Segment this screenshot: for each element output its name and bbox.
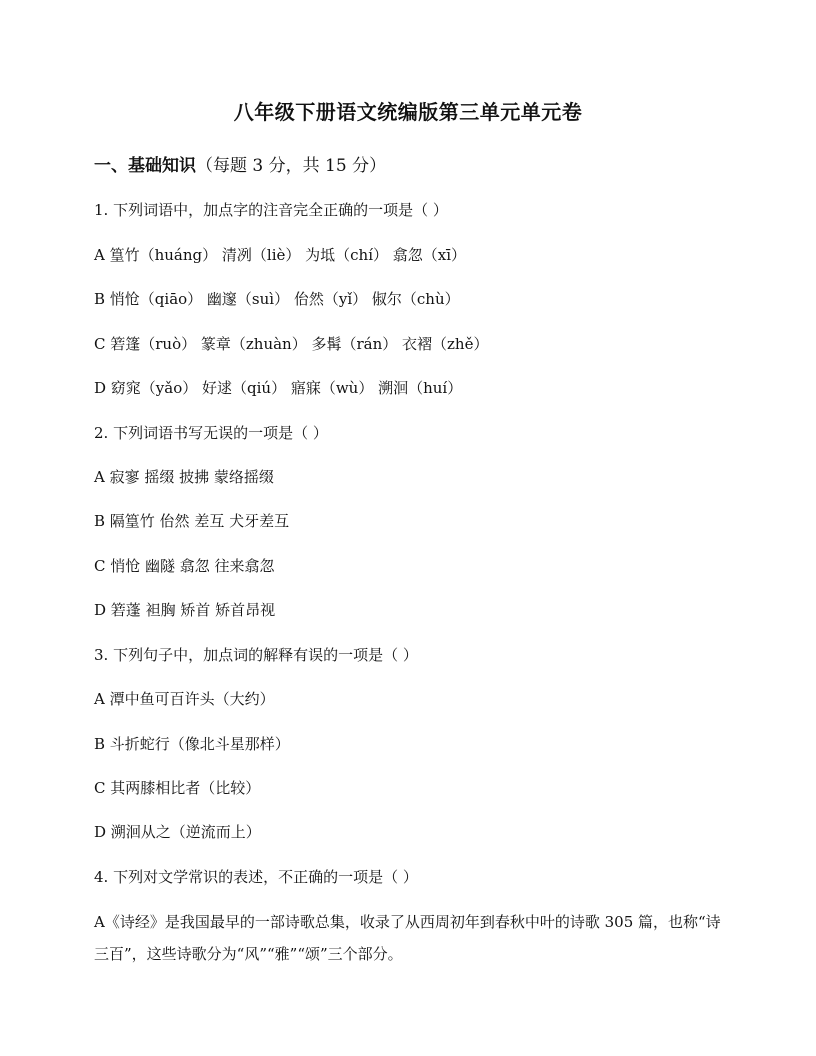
question-stem: 3. 下列句子中，加点词的解释有误的一项是（ ） — [94, 646, 418, 664]
question-option: B 隔篁竹 佁然 差互 犬牙差互 — [94, 512, 290, 530]
page-title: 八年级下册语文统编版第三单元单元卷 — [233, 100, 583, 124]
question-stem: 2. 下列词语书写无误的一项是（ ） — [94, 424, 328, 442]
question-stem: 4. 下列对文学常识的表述，不正确的一项是（ ） — [94, 868, 418, 886]
section-title: 一、基础知识 — [94, 156, 196, 176]
question-option: A 篁竹（huáng） 清冽（liè） 为坻（chí） 翕忽（xī） — [94, 246, 467, 264]
question-option: C 悄怆 幽隧 翕忽 往来翕忽 — [94, 557, 275, 575]
section-score-note: （每题 3 分，共 15 分） — [196, 156, 387, 176]
question-option: D 窈窕（yǎo） 好逑（qiú） 寤寐（wù） 溯洄（huí） — [94, 379, 463, 397]
question-option: C 其两膝相比者（比较） — [94, 779, 261, 797]
question-stem: 1. 下列词语中，加点字的注音完全正确的一项是（ ） — [94, 201, 448, 219]
question-option: A《诗经》是我国最早的一部诗歌总集，收录了从西周初年到春秋中叶的诗歌 305 篇，也称“诗三百”，这些诗歌分为“风”“雅”“颂”三个部分。 — [94, 913, 721, 963]
question-option: D 溯洄从之（逆流而上） — [94, 823, 261, 841]
question-option: B 斗折蛇行（像北斗星那样） — [94, 735, 290, 753]
question-option: A 潭中鱼可百许头（大约） — [94, 690, 275, 708]
question-option: A 寂寥 摇缀 披拂 蒙络摇缀 — [94, 468, 274, 486]
question-option: D 箬蓬 袒胸 矫首 矫首昂视 — [94, 601, 276, 619]
question-option: C 箬篷（ruò） 篆章（zhuàn） 多髯（rán） 衣褶（zhě） — [94, 335, 489, 353]
section-heading — [94, 151, 386, 176]
question-option: B 悄怆（qiāo） 幽邃（suì） 佁然（yǐ） 俶尔（chù） — [94, 290, 460, 308]
